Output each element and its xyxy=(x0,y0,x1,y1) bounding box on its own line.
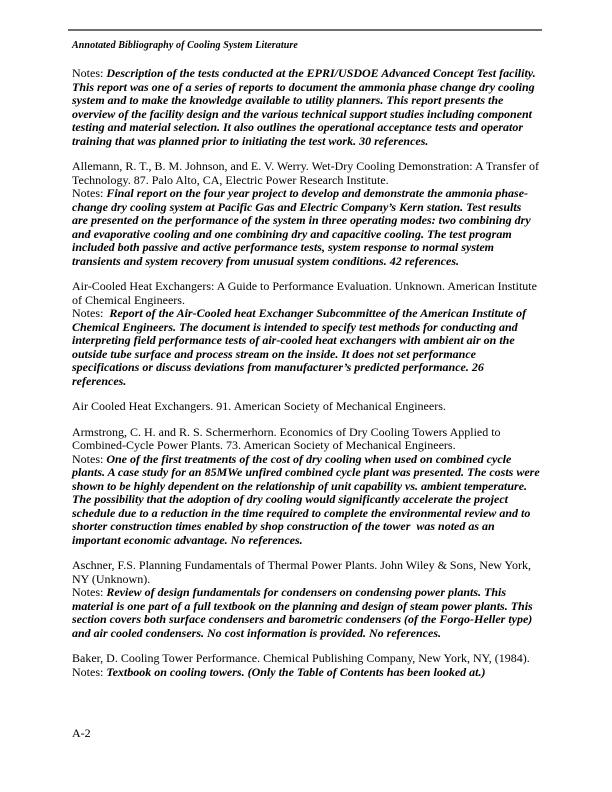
entry-notes xyxy=(72,586,540,640)
entry-notes xyxy=(72,187,540,268)
notes-text: One of the first treatments of the cost of dry cooling when used on combined cycle plants. A case study for an 85MWe unfired combined cycle plant was presented. The costs were shown to be highly dependent on the relationship of unit capability vs. ambient temperature. The possibility that the adoption of dry cooling would significantly accelerate the project schedule due to a reduction in the time required to complete the environmental review and to shorter construction times enabled by shop construction of the tower was noted as an important economic advantage. No references. xyxy=(72,451,543,547)
bibliography-content xyxy=(72,66,543,679)
entry-notes xyxy=(72,67,540,148)
bibliography-entry xyxy=(72,424,543,548)
bibliography-entry xyxy=(72,280,540,388)
notes-label: Notes: xyxy=(72,451,107,466)
bibliography-entry xyxy=(72,559,540,640)
entry-citation: Armstrong, C. H. and R. S. Schermerhorn. Economics of Dry Cooling Towers Applied to Combined-Cycle Power Plants. 73. American Society of Mechanical Engineers. xyxy=(72,424,504,452)
notes-label: Notes: xyxy=(72,306,110,320)
notes-label: Notes: xyxy=(72,66,107,80)
notes-text: Description of the tests conducted at the EPRI/USDOE Advanced Concept Test facility. This report was one of a series of reports to document the ammonia phase change dry cooling system and to make the knowledge available to utility planners. This report presents the overview of the facility design and the various technical support studies including component testing and material selection. It also outlines the operational acceptance tests and operator training that was planned prior to initiating the test work. 30 references. xyxy=(72,66,539,148)
running-header-title: Annotated Bibliography of Cooling System Literature xyxy=(72,40,298,51)
entry-citation: Air-Cooled Heat Exchangers: A Guide to Performance Evaluation. Unknown. American Institute of Chemical Engineers. xyxy=(72,279,540,307)
bibliography-entry xyxy=(72,652,540,679)
bibliography-entry xyxy=(72,160,540,268)
notes-label: Notes: xyxy=(72,585,107,599)
notes-text: Report of the Air-Cooled heat Exchanger Subcommittee of the American Institute of Chemical Engineers. The document is intended to specify test methods for conducting and interpreting field performance tests of air-cooled heat exchangers with ambient air on the outside tube surface and process stream on the inside. It does not set performance specifications or discuss deviations from manufacturer’s predicted performance. 26 references. xyxy=(72,306,530,388)
header-rule xyxy=(68,29,542,31)
entry-notes xyxy=(72,666,540,680)
entry-notes xyxy=(72,451,543,548)
entry-citation: Air Cooled Heat Exchangers. 91. American Society of Mechanical Engineers. xyxy=(72,399,446,413)
bibliography-entry xyxy=(72,400,540,414)
notes-label: Notes: xyxy=(72,186,107,200)
entry-citation: Aschner, F.S. Planning Fundamentals of Thermal Power Plants. John Wiley & Sons, New York, NY (Unknown). xyxy=(72,558,534,586)
notes-text: Review of design fundamentals for condensers on condensing power plants. This material is one part of a full textbook on the planning and design of steam power plants. This section covers both surface condensers and barometric condensers (of the Forgo-Heller type) and air cooled condensers. No cost information is provided. No references. xyxy=(72,585,536,640)
page-number: A-2 xyxy=(72,726,91,740)
entry-notes xyxy=(72,307,540,388)
entry-citation: Allemann, R. T., B. M. Johnson, and E. V. Werry. Wet-Dry Cooling Demonstration: A Transfer of Technology. 87. Palo Alto, CA, Electric Power Research Institute. xyxy=(72,159,542,187)
entry-citation: Baker, D. Cooling Tower Performance. Chemical Publishing Company, New York, NY, (1984). xyxy=(72,651,530,665)
notes-text: Final report on the four year project to develop and demonstrate the ammonia phase-change dry cooling system at Pacific Gas and Electric Company’s Kern station. Test results are presented on the performance of the system in three operating modes: two combining dry and evaporative cooling and one combining dry and capacitive cooling. The test program included both passive and active performance tests, system response to normal system transients and system recovery from unusual system conditions. 42 references. xyxy=(72,186,534,268)
bibliography-entry xyxy=(72,67,540,148)
notes-label: Notes: xyxy=(72,664,107,679)
notes-text: Textbook on cooling towers. (Only the Table of Contents has been looked at.) xyxy=(106,664,486,679)
